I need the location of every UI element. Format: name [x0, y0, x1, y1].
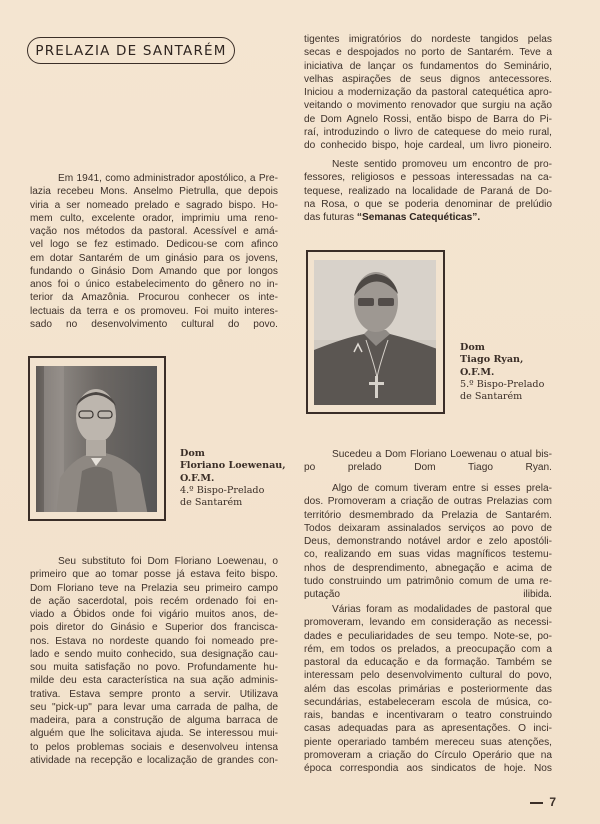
text-line: viria a ser nomeado prelado e sagrado bispo. Ho- — [30, 199, 278, 211]
text-line: pastoral da educação e da formação. Também se — [304, 657, 552, 668]
text-line: Todos deixaram assinalados serviços ao povo de — [304, 522, 552, 534]
text-line: lectuais da terra e os promoveu. Foi muito interes- — [30, 305, 278, 317]
text-line: nos. Estava no nordeste quando foi nomeado pre- — [30, 635, 278, 647]
text-line: viado a Óbidos onde foi vigário muitos anos, de- — [30, 609, 278, 620]
text-line: co, realizando em suas vidas magníficos testemu- — [304, 549, 552, 561]
caption-place: de Santarém — [460, 391, 523, 403]
text-line: iniciativa de lançar os fundamentos do Seminário, — [304, 60, 552, 72]
text-line: fundando o Ginásio Dom Amando que por longos — [30, 265, 278, 277]
text-line: secas e despojados no porto de Santarém. Teve a — [304, 47, 552, 59]
text-line: atividade na recepção e localização de grandes con- — [30, 754, 278, 766]
photo-frame-floriano — [28, 356, 166, 521]
text-line: anos foi o único estabelecimento do gênero no in- — [30, 279, 278, 290]
text-line: além das escolas primárias e posteriormente das — [304, 683, 552, 695]
text-line: milde deu esta característica na sua ação adminis- — [30, 675, 278, 687]
text-line: Neste sentido promoveu um encontro de pro- — [332, 159, 552, 170]
text-line: veitando o movimento renovador que surgiu na ação — [304, 100, 552, 112]
text-line: putação ilibida. — [304, 589, 552, 600]
text-line: promoveram, levando em consideração as necessi- — [304, 617, 552, 629]
text-line: Deus, demonstrando notável ardor e zelo apostóli- — [304, 536, 552, 547]
text-line: Dom Floriano teve na Prelazia seu primeiro campo — [30, 582, 278, 594]
text-line: secundárias, estabeleceram escola de música, co- — [304, 696, 552, 708]
text-line: vel logo se fez estimado. Dedicou-se com afinco — [30, 239, 278, 251]
photo-caption-floriano — [180, 448, 286, 509]
text-line: piente operariado também mereceu suas atenções, — [304, 736, 552, 748]
photo-caption-tiago — [460, 342, 544, 403]
section-title: PRELAZIA DE SANTARÉM — [35, 42, 227, 59]
text-line: promoveram a criação do Círculo Operário que na — [304, 749, 552, 761]
text-line: primeiro que ao tomar posse já estava feito bispo. — [30, 569, 278, 581]
text-line: velhas aspirações de seus dignos antecessores. — [304, 73, 552, 85]
text-line: tequese, realizado na localidade de Paraná de Do- — [304, 185, 552, 197]
text-span: das futuras — [304, 212, 357, 223]
caption-place: de Santarém — [180, 497, 243, 509]
caption-order: O.F.M. — [460, 366, 495, 378]
caption-line: Dom — [460, 342, 485, 353]
portrait-photo-floriano — [36, 366, 157, 512]
text-line: época correspondia aos sindicatos de hoje. Nos — [304, 763, 552, 774]
right-paragraph-2-last-line — [304, 211, 552, 224]
text-line: lazia recebeu Mons. Anselmo Pietrulla, que depois — [30, 186, 278, 198]
text-line: nhos de desprendimento, abnegação e acima de — [304, 562, 552, 574]
text-line: Algo de comum tiveram entre si esses prela- — [332, 483, 552, 494]
text-line: lado e sendo muito conhecido, sua designação cau- — [30, 648, 278, 660]
text-line: dades e peculiaridades de seu tempo. Note-se, po- — [304, 630, 552, 642]
caption-line: Dom — [180, 448, 205, 459]
right-paragraph-2 — [304, 158, 552, 224]
text-line: de Dom Agnelo Rossi, então bispo de Barra do Pi- — [304, 113, 552, 125]
caption-title: 5.º Bispo-Prelado — [460, 378, 545, 390]
right-paragraph-2-lines — [304, 158, 552, 211]
text-line: seu "pick-up" para levar uma carrada de palha, de — [30, 701, 278, 713]
caption-order: O.F.M. — [180, 472, 215, 484]
text-line: raí, introduzindo o livro de catequese do meio rural, — [304, 126, 552, 138]
text-line: rém, em todos os prelados, a preocupação com a — [304, 643, 552, 655]
emphasis-semanas-catequeticas: “Semanas Catequéticas”. — [356, 212, 481, 223]
text-line: interessam pelo desenvolvimento cultural do povo, — [304, 670, 552, 682]
text-line: alguém que lhe solicitava ajuda. Se interessou mui- — [30, 728, 278, 740]
text-line: rais, bandas e incentivaram o teatro construindo — [304, 710, 552, 721]
text-line: dos. Promoveram a criação de outras Prelazias com — [304, 496, 552, 508]
text-line: em dotar Santarém de um ginásio para os jovens, — [30, 252, 278, 264]
section-title-box — [27, 37, 235, 64]
text-line: tigentes imigratórios do nordeste tangidos pelas — [304, 34, 552, 45]
text-line: trativa. Estava sempre pronto a servir. Utilizava — [30, 688, 278, 700]
left-paragraph-2 — [30, 555, 278, 767]
page-number-dash — [530, 802, 543, 804]
page-number-value: 7 — [549, 795, 556, 809]
right-paragraph-3 — [304, 448, 552, 475]
portrait-photo-tiago — [314, 260, 436, 405]
text-line: Em 1941, como administrador apostólico, a Pre- — [58, 173, 278, 184]
text-line: po prelado Dom Tiago Ryan. — [304, 462, 552, 474]
caption-name: Floriano Loewenau, — [180, 460, 286, 472]
text-line: pois diretor do Ginásio e Superior dos francisca- — [30, 622, 278, 634]
photo-frame-tiago — [306, 250, 445, 414]
text-line: terior da Amazônia. Procurou conhecer os inte- — [30, 292, 278, 304]
text-line: vação nos métodos da pastoral. Acessível e amá- — [30, 226, 278, 237]
text-line: madeira, para a construção de alguma barraca de — [30, 715, 278, 726]
text-line: Iniciou a modernização da pastoral catequética apro- — [304, 87, 552, 98]
text-line: sado no desenvolvimento cultural do povo. — [30, 318, 278, 330]
caption-name: Tiago Ryan, — [460, 354, 524, 366]
right-paragraph-5 — [304, 603, 552, 775]
left-paragraph-1 — [30, 172, 278, 331]
text-line: Várias foram as modalidades de pastoral que — [332, 604, 552, 615]
text-line: to pelos problemas sociais e desenvolveu intensa — [30, 741, 278, 753]
right-paragraph-1 — [304, 33, 552, 152]
text-line: casas adequadas para as apresentações. O inci- — [304, 723, 552, 735]
text-line: de ação sacerdotal, pois recém ordenado foi en- — [30, 595, 278, 607]
right-paragraph-4 — [304, 482, 552, 601]
text-line: território desmembrado da Prelazia de Santarém. — [304, 509, 552, 521]
caption-title: 4.º Bispo-Prelado — [180, 484, 265, 496]
text-line: Sucedeu a Dom Floriano Loewenau o atual bis- — [332, 449, 552, 460]
text-line: na Rosa, o que se poderia denominar de prelúdio — [304, 198, 552, 210]
text-line: Seu substituto foi Dom Floriano Loewenau, o — [58, 556, 278, 567]
text-line: mem culto, excelente orador, imprimiu uma reno- — [30, 212, 278, 224]
text-line: do conhecido bispo, hoje cardeal, um livro pioneiro. — [304, 140, 552, 151]
page-number — [530, 795, 556, 809]
text-line: sou muita satisfação no povo. Profundamente hu- — [30, 662, 278, 673]
text-line: fessores, religiosos e pessoas interessadas na ca- — [304, 172, 552, 184]
text-line: tudo construindo um patrimônio comum de uma re- — [304, 575, 552, 587]
